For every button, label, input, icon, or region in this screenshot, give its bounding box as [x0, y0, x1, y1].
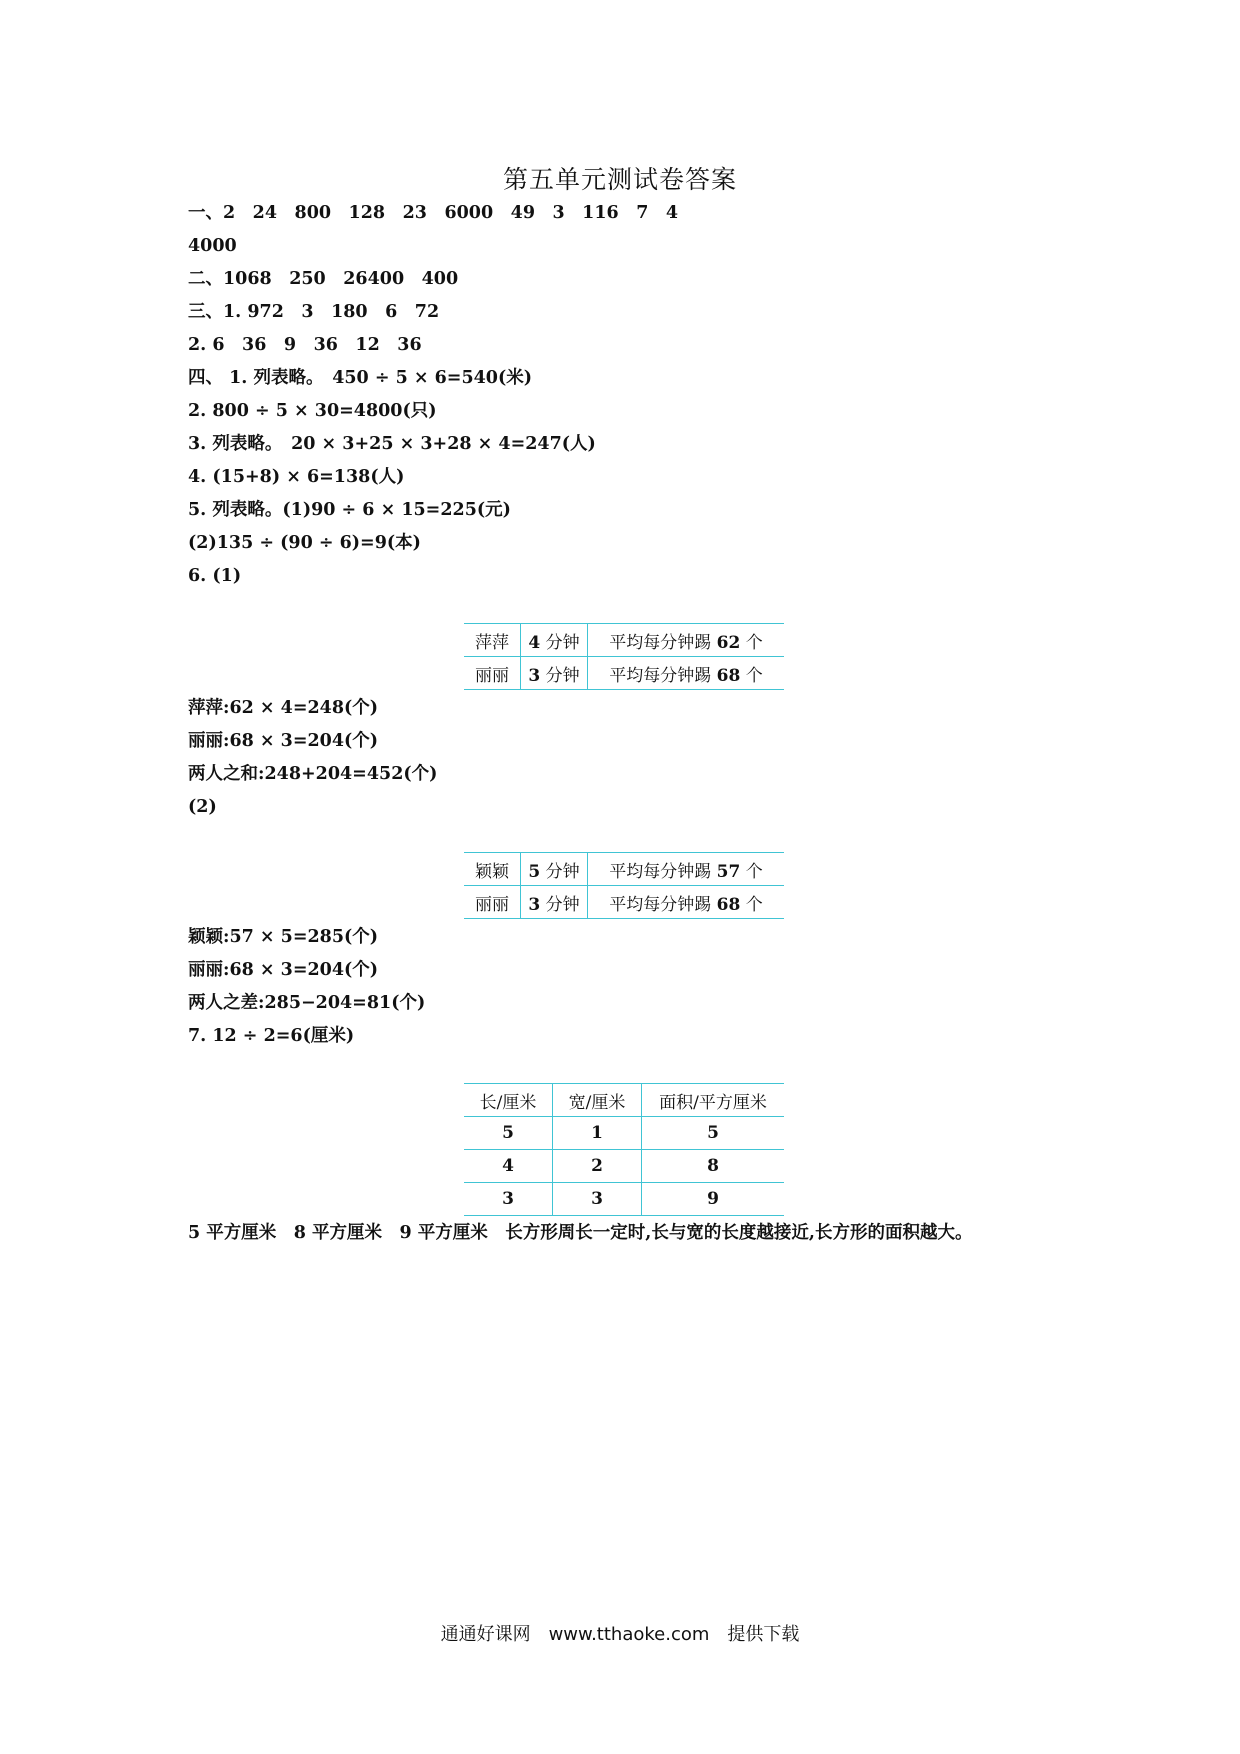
answer-line: 一、2 24 800 128 23 6000 49 3 116 7 4	[188, 203, 679, 223]
answer-line: 2. 6 36 9 36 12 36	[188, 335, 422, 355]
answer-line: 两人之和:248+204=452(个)	[188, 764, 438, 784]
answer-line: 丽丽:68 × 3=204(个)	[188, 960, 379, 980]
table-cell: 8	[642, 1150, 785, 1183]
cell-text: 平均每分钟踢	[609, 861, 712, 882]
answer-line: 2. 800 ÷ 5 × 30=4800(只)	[188, 401, 437, 421]
table-cell	[588, 657, 785, 690]
cell-unit: 分钟	[545, 861, 580, 882]
table-cell	[588, 624, 785, 657]
answer-line: 3. 列表略。 20 × 3+25 × 3+28 × 4=247(人)	[188, 434, 596, 454]
table-cell: 5	[464, 1117, 553, 1150]
table-cell: 1	[553, 1117, 642, 1150]
answer-line: 丽丽:68 × 3=204(个)	[188, 731, 379, 751]
table-3	[464, 1083, 784, 1216]
table-cell: 3	[553, 1183, 642, 1216]
table-row	[464, 886, 784, 919]
table-cell	[521, 853, 588, 886]
cell-number: 68	[716, 894, 741, 915]
table-2	[464, 852, 784, 919]
table-cell: 丽丽	[464, 657, 521, 690]
cell-number: 5	[528, 861, 541, 882]
answer-line: 4. (15+8) × 6=138(人)	[188, 467, 405, 487]
cell-number: 3	[528, 894, 541, 915]
cell-unit: 个	[745, 861, 763, 882]
table-cell: 9	[642, 1183, 785, 1216]
table-cell	[521, 657, 588, 690]
table-cell: 4	[464, 1150, 553, 1183]
table-cell	[521, 886, 588, 919]
cell-unit: 分钟	[545, 894, 580, 915]
page-title: 第五单元测试卷答案	[502, 165, 737, 194]
answer-line: 6. (1)	[188, 566, 242, 586]
table-cell	[521, 624, 588, 657]
cell-number: 4	[528, 632, 541, 653]
cell-unit: 分钟	[545, 665, 580, 686]
answer-line: 5 平方厘米 8 平方厘米 9 平方厘米 长方形周长一定时,长与宽的长度越接近,长方形的面积越大。	[188, 1223, 973, 1243]
answer-line: 5. 列表略。(1)90 ÷ 6 × 15=225(元)	[188, 500, 511, 520]
cell-number: 68	[716, 665, 741, 686]
table-cell: 颖颖	[464, 853, 521, 886]
cell-text: 平均每分钟踢	[609, 632, 712, 653]
cell-number: 3	[528, 665, 541, 686]
table-cell: 丽丽	[464, 886, 521, 919]
table-row	[464, 624, 784, 657]
table-header: 面积/平方厘米	[642, 1084, 785, 1117]
table-cell: 3	[464, 1183, 553, 1216]
cell-unit: 个	[745, 894, 763, 915]
cell-unit: 个	[745, 665, 763, 686]
table-cell: 2	[553, 1150, 642, 1183]
table-cell	[588, 886, 785, 919]
cell-text: 平均每分钟踢	[609, 894, 712, 915]
table-row	[464, 1183, 784, 1216]
cell-text: 平均每分钟踢	[609, 665, 712, 686]
table-header-row	[464, 1084, 784, 1117]
table-1	[464, 623, 784, 690]
cell-unit: 个	[745, 632, 763, 653]
answer-line: 7. 12 ÷ 2=6(厘米)	[188, 1026, 355, 1046]
answer-line: (2)135 ÷ (90 ÷ 6)=9(本)	[188, 533, 421, 553]
answer-line: 二、1068 250 26400 400	[188, 269, 459, 289]
table-row	[464, 657, 784, 690]
answer-line: 颖颖:57 × 5=285(个)	[188, 927, 379, 947]
table-row	[464, 1150, 784, 1183]
table-cell: 5	[642, 1117, 785, 1150]
table-header: 宽/厘米	[553, 1084, 642, 1117]
answer-line: 两人之差:285−204=81(个)	[188, 993, 426, 1013]
cell-number: 57	[716, 861, 741, 882]
footer-credit: 通通好课网 www.tthaoke.com 提供下载	[440, 1624, 800, 1645]
cell-unit: 分钟	[545, 632, 580, 653]
table-row	[464, 1117, 784, 1150]
answer-line: 四、 1. 列表略。 450 ÷ 5 × 6=540(米)	[188, 368, 533, 388]
cell-number: 62	[716, 632, 741, 653]
answer-line: 4000	[188, 236, 237, 256]
answer-line: 萍萍:62 × 4=248(个)	[188, 698, 379, 718]
table-cell: 萍萍	[464, 624, 521, 657]
table-row	[464, 853, 784, 886]
answer-line: 三、1. 972 3 180 6 72	[188, 302, 440, 322]
answer-line: (2)	[188, 797, 217, 817]
table-cell	[588, 853, 785, 886]
table-header: 长/厘米	[464, 1084, 553, 1117]
